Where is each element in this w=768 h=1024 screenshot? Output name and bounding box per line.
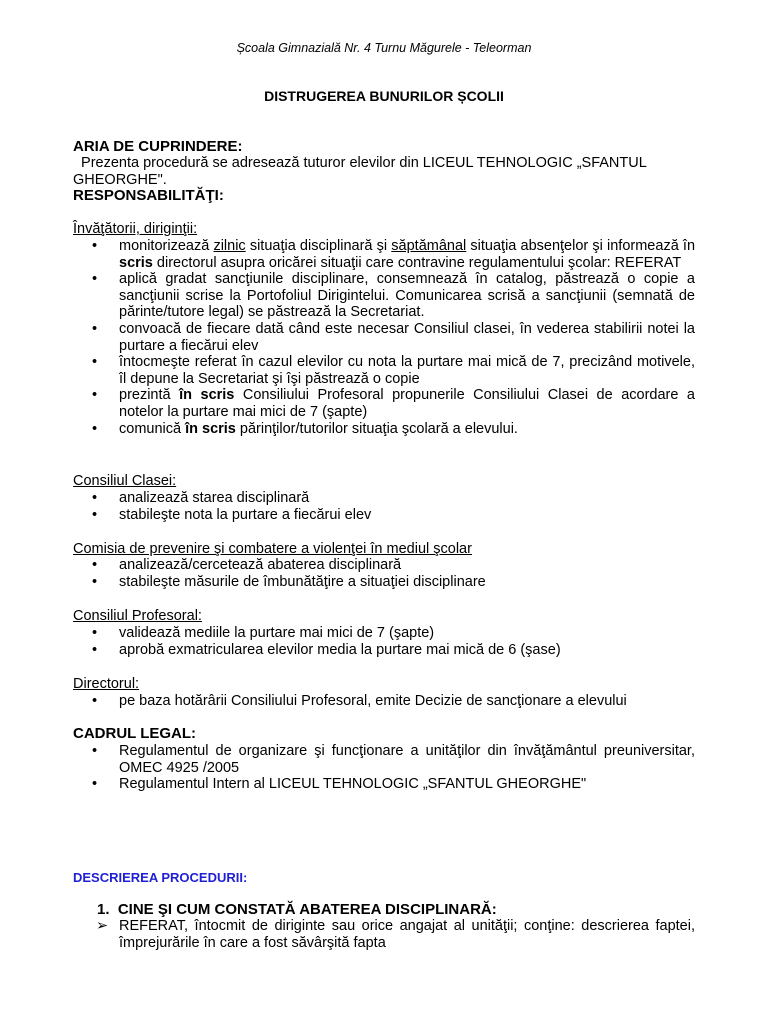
list-item	[73, 271, 695, 321]
item-text: validează mediile la purtare mai mici de 7 (şapte)	[119, 625, 435, 641]
list-item	[73, 625, 695, 642]
bullet-icon: •	[92, 354, 98, 371]
item-text: prezintă	[119, 387, 180, 404]
invatatori-list	[73, 238, 695, 437]
aria-line-1: Prezenta procedură se adresează tuturor elevilor din LICEUL TEHNOLOGIC „SFANTUL	[73, 155, 647, 171]
list-item	[73, 642, 695, 659]
bullet-icon: •	[92, 557, 98, 573]
list-item	[73, 743, 695, 776]
cadrul-legal-list	[73, 743, 695, 793]
bullet-icon: •	[92, 776, 98, 793]
cadrul-legal-heading: CADRUL LEGAL:	[73, 725, 197, 742]
item-text: analizează/cercetează abaterea disciplinară	[119, 557, 402, 573]
comisia-heading: Comisia de prevenire şi combatere a violenţei în mediul şcolar	[73, 541, 472, 557]
step-1-item	[73, 918, 695, 951]
item-text: stabileşte măsurile de îmbunătăţire a situaţiei disciplinare	[119, 573, 486, 590]
list-item	[73, 354, 695, 387]
responsabilitati-heading: RESPONSABILITĂŢI:	[73, 187, 224, 204]
list-item	[73, 574, 695, 591]
item-text: pe baza hotărârii Consiliului Profesoral, emite Decizie de sancţionare a elevului	[119, 693, 627, 709]
item-text-underlined: zilnic	[213, 238, 246, 254]
bullet-icon: •	[92, 506, 98, 523]
list-item	[73, 776, 695, 793]
item-text: aplică gradat sancţiunile disciplinare, consemnează în catalog, păstrează o copie a sancţiunii scrise la Portofoliul Dirigintelui. Comunicarea scrisă a sancţiunii (semnată de părinte/tutore legal) se păstrează la Secretariat.	[119, 271, 695, 321]
comisia-list	[73, 557, 695, 590]
list-item	[73, 507, 695, 524]
list-item	[73, 421, 695, 438]
item-text-bold: în scris	[179, 387, 235, 404]
item-text: convoacă de fiecare dată când este necesar Consiliul clasei, în vederea stabilirii notei la purtare a fiecărui elev	[119, 320, 695, 354]
bullet-icon: •	[92, 743, 98, 759]
item-text: Regulamentul Intern al LICEUL TEHNOLOGIC „SFANTUL GHEORGHE"	[119, 776, 587, 793]
bullet-icon: •	[92, 693, 98, 709]
item-text: întocmeşte referat în cazul elevilor cu nota la purtare mai mică de 7, precizând motivele, îl depune la Secretariat şi îşi păstrează o copie	[119, 354, 695, 387]
list-item	[73, 238, 695, 271]
list-item	[73, 321, 695, 354]
item-text: părinţilor/tutorilor situaţia şcolară a elevului.	[235, 420, 518, 437]
item-text: situaţia disciplinară şi	[245, 238, 392, 254]
consiliul-profesoral-list	[73, 625, 695, 658]
item-text-underlined: săptămânal	[391, 238, 467, 254]
directorul-list	[73, 693, 695, 710]
bullet-icon: •	[92, 271, 98, 288]
bullet-icon: •	[92, 641, 98, 658]
descrierea-heading: DESCRIEREA PROCEDURII:	[73, 870, 248, 885]
bullet-icon: •	[92, 573, 98, 590]
bullet-icon: •	[92, 238, 98, 254]
list-item	[73, 490, 695, 507]
aria-paragraph	[73, 155, 695, 189]
step-1-heading: 1. CINE ŞI CUM CONSTATĂ ABATEREA DISCIPLINARĂ:	[97, 901, 497, 918]
item-text: monitorizează	[119, 238, 214, 254]
item-text: Consiliului Profesoral propunerile Consiliului Clasei de acordare a notelor la purtare mai mici de 7 (şapte)	[119, 387, 695, 420]
item-text: stabileşte nota la purtare a fiecărui elev	[119, 506, 372, 523]
school-header: Școala Gimnazială Nr. 4 Turnu Măgurele - Teleorman	[236, 41, 532, 55]
consiliul-profesoral-heading: Consiliul Profesoral:	[73, 608, 202, 624]
invatatori-heading: Învăţătorii, diriginţii:	[73, 221, 198, 237]
list-item	[73, 693, 695, 710]
item-text: Regulamentul de organizare şi funcţionare a unităţilor din învăţământul preuniversitar, OMEC 4925 /2005	[119, 743, 695, 776]
arrow-bullet-icon: ➢	[96, 918, 109, 934]
item-text: situaţia absenţelor şi informează în	[466, 238, 696, 254]
aria-line-2: GHEORGHE".	[73, 172, 167, 188]
item-text: REFERAT, întocmit de diriginte sau orice angajat al unităţii; conţine: descrierea faptei, împrejurările în care a fost săvârşită fapta	[119, 918, 695, 951]
item-text: directorul asupra oricărei situaţii care contravine regulamentului şcolar: REFERAT	[152, 254, 682, 271]
list-item	[73, 557, 695, 574]
bullet-icon: •	[92, 420, 98, 437]
item-text-bold: în scris	[185, 420, 236, 437]
directorul-heading: Directorul:	[73, 676, 140, 692]
aria-heading: ARIA DE CUPRINDERE:	[73, 138, 243, 155]
item-text: comunică	[119, 420, 186, 437]
bullet-icon: •	[92, 490, 98, 506]
bullet-icon: •	[92, 320, 98, 337]
list-item	[73, 387, 695, 420]
consiliul-clasei-heading: Consiliul Clasei:	[73, 473, 177, 489]
item-text-bold: scris	[119, 254, 153, 271]
bullet-icon: •	[92, 625, 98, 641]
document-title: DISTRUGEREA BUNURILOR ȘCOLII	[264, 88, 504, 104]
bullet-icon: •	[92, 387, 98, 404]
item-text: aprobă exmatricularea elevilor media la purtare mai mică de 6 (şase)	[119, 641, 561, 658]
consiliul-clasei-list	[73, 490, 695, 523]
item-text: analizează starea disciplinară	[119, 490, 310, 506]
